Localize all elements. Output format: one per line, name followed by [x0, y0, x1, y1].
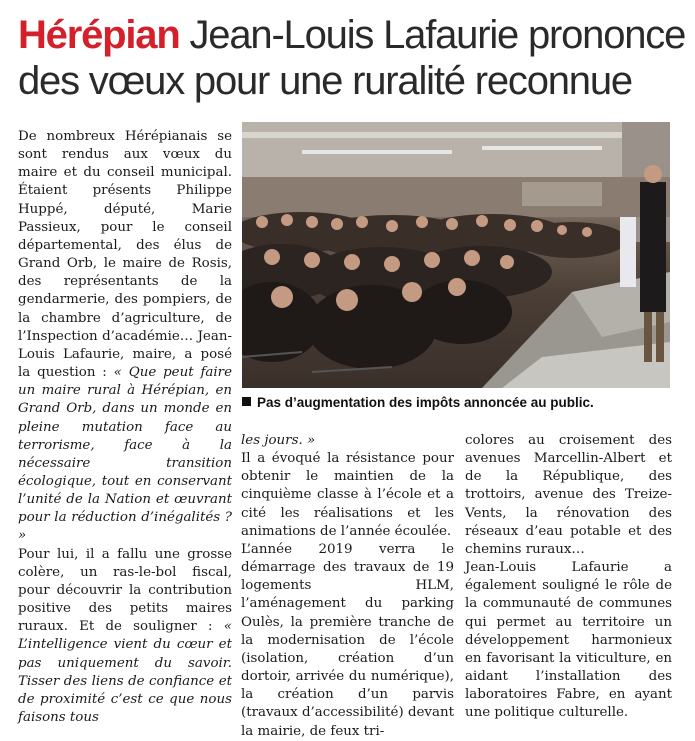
caption-text: Pas d’augmentation des impôts annoncée au public.	[257, 395, 594, 410]
article-column-3	[465, 432, 672, 723]
article-column-2	[241, 432, 454, 741]
kicker-town: Hérépian	[18, 13, 180, 57]
paragraph-intro	[18, 128, 232, 546]
paragraph-community: Jean-Louis Lafaurie a également souligné le rôle de la communauté de communes qui permet au territoire un développement harmonieux en favorisant la viticulture, en aidant l’installation des laboratoires Fabre, en ayant une politique culturelle.	[465, 560, 672, 721]
caption-square-icon	[242, 397, 251, 406]
headline	[18, 12, 688, 104]
article-column-1	[18, 128, 232, 727]
quote-end	[241, 432, 454, 450]
event-photo	[242, 122, 670, 388]
paragraph-anger	[18, 546, 232, 728]
paragraph-2019-works: L’année 2019 verra le démarrage des travaux de 19 logements HLM, l’aménagement du parking Oulès, la première tranche de la modernisation de l’école (isolation, création d’un dortoir, arrivée du numérique), la création d’un parvis (travaux d’accessibilité) devant la mairie, de feux tri-	[241, 541, 454, 739]
paragraph-anger-text: Pour lui, il a fallu une grosse colère, un ras-le-bol fiscal, pour découvrir la contribution positive des petits maires ruraux. Et de souligner :	[18, 546, 232, 635]
paragraph-school: Il a évoqué la résistance pour obtenir le maintien de la cinquième classe à l’école et a cité les réalisations et les animations de l’année écoulée.	[241, 451, 454, 539]
paragraph-intro-text: De nombreux Hérépianais se sont rendus aux vœux du maire et du conseil municipal. Étaient présents Philippe Huppé, député, Marie Passieux, pour le conseil départemental, des élus de Grand Orb, le maire de Rosis, des représentants de la gendarmerie, des pompiers, de la chambre d’agriculture, de l’Inspection d’académie… Jean-Louis Lafaurie, maire, a posé la question :	[18, 129, 232, 381]
headline-title: Jean-Louis Lafaurie prononce des vœux pour une ruralité reconnue	[18, 13, 686, 103]
quote-end-text: les jours. »	[241, 433, 316, 448]
quote-mayor-question: « Que peut faire un maire rural à Hérépian, en Grand Orb, dans un monde en pleine mutation face au terrorisme, face à la nécessaire transition écologique, tout en conservant l’unité de la Nation et œuvrant pour la réduction d’inégalités ? »	[18, 365, 232, 544]
paragraph-works-continued: colores au croisement des avenues Marcellin-Albert et de la République, des trottoirs, avenue des Treize-Vents, la rénovation des réseaux d’eau potable et des chemins ruraux…	[465, 433, 672, 557]
quote-intelligence: « L’intelligence vient du cœur et pas uniquement du savoir. Tisser des liens de confiance et de proximité c’est ce que nous faisons tous	[18, 619, 232, 725]
photo-caption	[242, 394, 682, 412]
audience-photo-illustration	[242, 122, 670, 388]
